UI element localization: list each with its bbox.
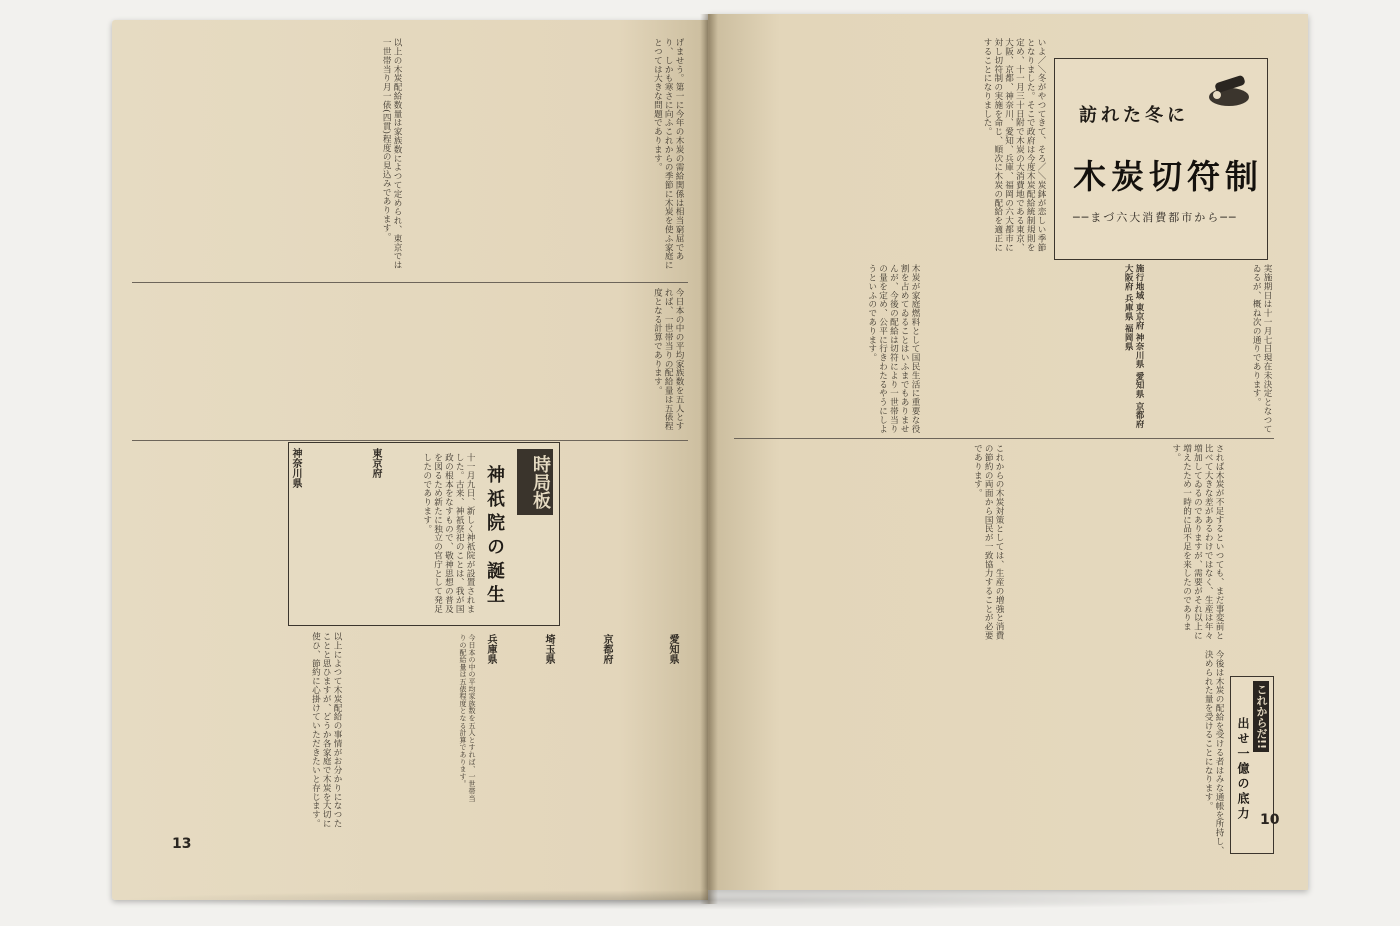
table-head-0: 愛知県 xyxy=(667,634,678,664)
right-body-text-6: これからの木炭対策としては、生産の増強と消費の節約の両面から国民が一致協力することが必要であります。 xyxy=(972,444,1004,640)
main-headline: 木炭切符制 xyxy=(1073,157,1263,196)
right-body-text-3: 施行地域 東京府 神奈川県 愛知県 京都府 大阪府 兵庫県 福岡県 xyxy=(1123,264,1144,429)
charcoal-icon xyxy=(1207,75,1253,109)
sub-headline: ──まづ六大消費都市から── xyxy=(1073,211,1238,224)
magazine-spread xyxy=(112,14,1304,914)
book-gutter xyxy=(700,14,718,904)
right-body-text-7: 今後は木炭の配給を受ける者はみな通帳を所持し、決められた量を受けることになります。 xyxy=(1203,650,1224,855)
left-body-text-1: げませう。第一に今年の木炭の需給関係は相当窮屈であり、しかも寒さに向ふこれからの季節に木炭を使ふ家庭にとつては大きな問題であります。 xyxy=(652,38,684,270)
left-mid-rule xyxy=(132,440,688,441)
jikyoku-body: 十一月九日、新しく神祇院が設置されました。古来、神祇祭祀のことは、我が国政の根本をなすもので、敬神思想の普及を図るため新たに独立の官庁として発足したのであります。 xyxy=(421,453,475,614)
left-body-text-3: 今日本の中の平均家族数を五人とすれば、一世帯当りの配給量は五俵程度となる計算であります。 xyxy=(652,288,684,431)
right-body-text-1: いよ／＼冬がやつてきて、そろ／＼炭鉢が恋しい季節となりました。そこで政府は今度木炭配給統制規則を定め、十一月三十日附で木炭の大消費地である東京、大阪、京都、神奈川、愛知、兵庫、福岡の六大都市に対し切符制の実施を命じ、順次に木炭の配給を適正にすることになりました。 xyxy=(982,38,1046,252)
jikyoku-title: 時局板 xyxy=(517,449,553,515)
right-mid-rule xyxy=(734,438,1274,439)
table-head-4: 東京府 xyxy=(370,448,381,478)
left-body-text-5: 以上によつて木炭配給の事情がお分かりになつたことと思ひますが、どうか各家庭で木炭を大切に使ひ、節約に心掛けていただきたいと存じます。 xyxy=(310,632,342,828)
table-head-2: 埼玉県 xyxy=(543,634,554,664)
left-page-number: 13 xyxy=(172,836,192,852)
headline-box xyxy=(1054,58,1268,260)
left-page xyxy=(112,20,708,900)
right-body-text-4: 木炭が家庭燃料として国民生活に重要な役割を占めてゐることはいふまでもありませんが、今後の配給は切符により一世帯当りの量を定め、公平に行きわたるやうにしようといふのであります。 xyxy=(866,264,920,434)
table-head-5: 神奈川県 xyxy=(290,448,301,488)
motto-line-1: これからだ!! xyxy=(1253,681,1269,752)
left-body-text-2: 以上の木炭配給数量は家族数によつて定められ、東京では一世帯当り月一俵(四貫)程度の見込みであります。 xyxy=(381,38,402,270)
right-body-text-5: されば木炭が不足するといつても、まだ事変前と比べて大きな差があるわけではなく、生産は年々増加してゐるのでありますが、需要がそれ以上に増えたため一時的に品不足を来したのであります。 xyxy=(1170,444,1224,640)
jikyoku-box xyxy=(288,442,560,626)
right-body-text-2: 実施期日は十一月七日現在未決定となつてゐるが、概ね次の通りであります。 xyxy=(1251,264,1272,434)
distribution-table xyxy=(344,630,684,810)
jikyoku-subtitle: 神祇院の誕生 xyxy=(484,465,505,609)
right-page-number: 10 xyxy=(1260,812,1280,828)
left-top-rule xyxy=(132,282,688,283)
right-page xyxy=(708,14,1308,890)
spread-shadow xyxy=(112,890,1304,910)
table-head-3: 兵庫県 xyxy=(485,634,496,664)
season-header: 訪れた冬に xyxy=(1079,105,1189,126)
table-fill: 今日本の中の平均家族数を五人とすれば、一世帯当りの配給量は五俵程度となる計算であります。 xyxy=(459,634,476,802)
table-head-1: 京都府 xyxy=(601,634,612,664)
motto-line-2: 出せ一億の底力 xyxy=(1236,717,1250,822)
